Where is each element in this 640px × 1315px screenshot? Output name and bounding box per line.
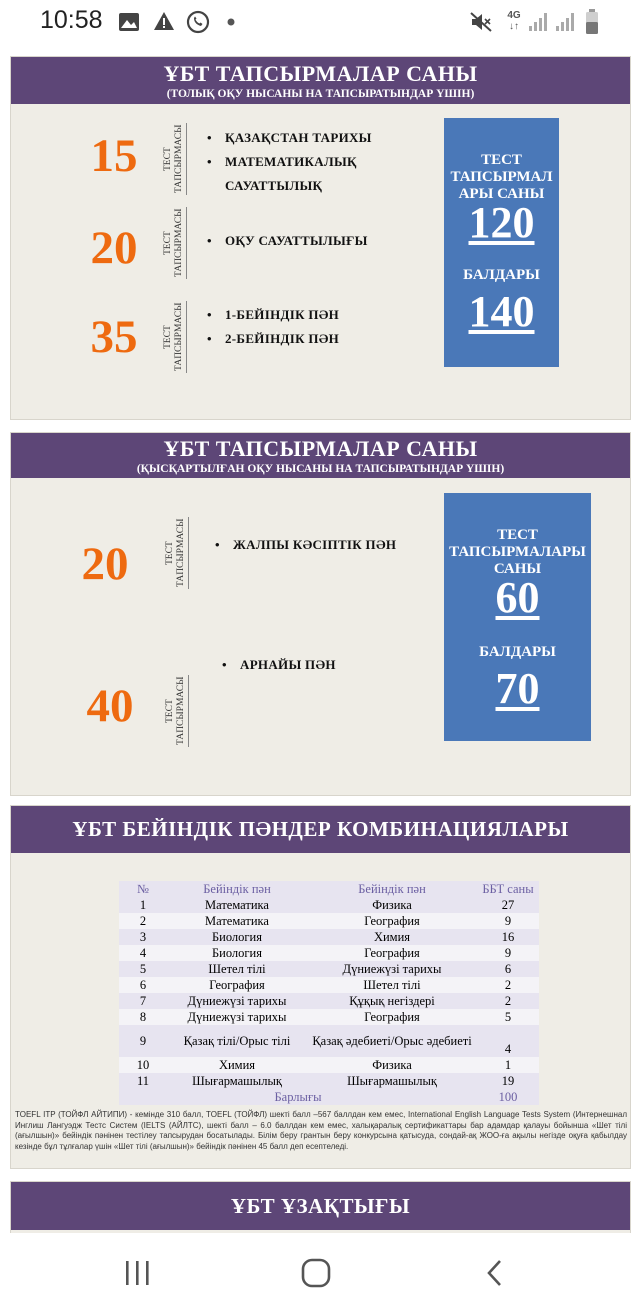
totals-box xyxy=(444,493,591,741)
totals-label-line: ТЕСТ xyxy=(497,527,538,543)
total-points-value: 70 xyxy=(495,664,540,713)
vertical-label-line: ТЕСТ xyxy=(163,147,173,171)
slide-test-count-full xyxy=(10,56,631,420)
table-row xyxy=(119,1009,539,1025)
table-cell: Химия xyxy=(307,929,477,945)
totals-label xyxy=(444,527,591,578)
totals-label-line: АРЫ САНЫ xyxy=(458,186,545,202)
signal-icon xyxy=(555,11,577,33)
partial-text-fragment xyxy=(62,40,152,46)
table-cell: География xyxy=(167,977,307,993)
table-cell: Шығармашылық xyxy=(167,1073,307,1089)
table-row xyxy=(119,1073,539,1089)
table-cell: Химия xyxy=(167,1057,307,1073)
recent-apps-icon[interactable] xyxy=(123,1260,153,1286)
table-row xyxy=(119,929,539,945)
table-cell: Қазақ тілі/Орыс тілі xyxy=(167,1025,307,1057)
table-cell: 3 xyxy=(119,929,167,945)
table-cell: 9 xyxy=(477,913,539,929)
table-cell: Құқық негіздері xyxy=(307,993,477,1009)
network-arrows: ↓↑ xyxy=(509,21,519,32)
table-cell: 7 xyxy=(119,993,167,1009)
home-icon[interactable] xyxy=(300,1258,332,1288)
slide-banner xyxy=(11,57,630,104)
network-4g-icon xyxy=(503,10,525,32)
table-cell: 27 xyxy=(477,897,539,913)
table-cell: Физика xyxy=(307,897,477,913)
table-row xyxy=(119,961,539,977)
battery-icon xyxy=(585,9,599,35)
table-cell: Шетел тілі xyxy=(167,961,307,977)
table-cell: 2 xyxy=(119,913,167,929)
table-row xyxy=(119,993,539,1009)
vertical-label-line: ТАПСЫРМАСЫ xyxy=(176,676,186,746)
task-count-number: 15 xyxy=(90,130,138,182)
bullet-item: • МАТЕМАТИКАЛЫҚ xyxy=(207,150,372,174)
table-cell: 2 xyxy=(477,993,539,1009)
table-cell: География xyxy=(307,1009,477,1025)
table-total-row xyxy=(119,1089,539,1105)
table-cell: Шетел тілі xyxy=(307,977,477,993)
total-tasks-value: 60 xyxy=(495,573,540,622)
bullet-list xyxy=(215,533,396,557)
vertical-label xyxy=(163,123,187,195)
table-row xyxy=(119,913,539,929)
vertical-label-line: ТЕСТ xyxy=(163,325,173,349)
total-value: 100 xyxy=(477,1089,539,1105)
totals-label-line: ТАПСЫРМАЛАРЫ xyxy=(449,544,586,560)
table-cell: Дүниежүзі тарихы xyxy=(307,961,477,977)
vertical-label-line: ТАПСЫРМАСЫ xyxy=(174,208,184,278)
table-cell: Физика xyxy=(307,1057,477,1073)
bullet-item: • 2-БЕЙІНДІК ПӘН xyxy=(207,327,339,351)
total-tasks-value: 120 xyxy=(468,198,535,247)
vertical-label xyxy=(163,207,187,279)
whatsapp-icon xyxy=(186,10,210,34)
table-cell: География xyxy=(307,945,477,961)
table-header-cell: Бейіндік пән xyxy=(307,881,477,897)
table-cell: География xyxy=(307,913,477,929)
bullet-item: • 1-БЕЙІНДІК ПӘН xyxy=(207,303,339,327)
navigation-bar xyxy=(0,1233,640,1315)
slide-title: ҰБТ ТАПСЫРМАЛАР САНЫ xyxy=(163,436,478,461)
vertical-label-line: ТЕСТ xyxy=(165,699,175,723)
slide-title: ҰБТ ҰЗАҚТЫҒЫ xyxy=(230,1194,411,1218)
vertical-label-line: ТАПСЫРМАСЫ xyxy=(176,518,186,588)
table-cell: Биология xyxy=(167,929,307,945)
table-cell: Математика xyxy=(167,913,307,929)
table-header-cell: № xyxy=(119,881,167,897)
table-cell: 1 xyxy=(119,897,167,913)
table-header-row xyxy=(119,881,539,897)
bullet-list xyxy=(222,653,336,677)
slide-banner xyxy=(11,433,630,478)
status-bar xyxy=(0,0,640,44)
table-cell: Биология xyxy=(167,945,307,961)
network-label: 4G xyxy=(507,10,521,21)
footnote: TOEFL ITP (ТОЙФЛ АЙТИПИ) - кемінде 310 балл, TOEFL (ТОЙФЛ) шекті балл –567 баллдан кем емес, International English Language Tests System (Интернешнал Инглиш Лангуэдж Тестс Систем (IELTS (АЙЛТС), шекті балл – 6.0 баллдан кем емес, халықаралық сертификаттары бар адамдар қалауы бойынша «Шет тілі (ағылшын)» бейіндік пәнінен тестілеу тапсырудан босатылады. Білім беру грантын беру конкурсына қатысуда, сондай-ақ ЖОО-ға ақылы негізде оқуға қабылдау кезінде бұл тұлғалар үшін «Шет тілі (ағылшын)» бейіндік пәнінен 45 балл деп есептеледі. xyxy=(15,1110,627,1151)
table-body xyxy=(119,897,539,1089)
bullet-list xyxy=(207,303,339,351)
task-count-number: 20 xyxy=(81,538,129,590)
table-cell: Дүниежүзі тарихы xyxy=(167,1009,307,1025)
table-header-cell: ББТ саны xyxy=(477,881,539,897)
alert-icon xyxy=(153,11,175,31)
gallery-icon xyxy=(118,12,140,32)
table-cell: 4 xyxy=(477,1025,539,1057)
bullet-item: • АРНАЙЫ ПӘН xyxy=(222,653,336,677)
table-cell: Математика xyxy=(167,897,307,913)
totals-label-line: САНЫ xyxy=(493,561,542,577)
signal-icon xyxy=(528,11,550,33)
table-cell: 11 xyxy=(119,1073,167,1089)
table-row xyxy=(119,945,539,961)
back-icon[interactable] xyxy=(484,1258,506,1288)
slide-profile-combinations xyxy=(10,805,631,1169)
task-count-number: 40 xyxy=(86,680,134,732)
vertical-label-line: ТАПСЫРМАСЫ xyxy=(174,124,184,194)
task-count-number: 20 xyxy=(90,222,138,274)
slide-banner xyxy=(11,806,630,853)
bullet-item: • ОҚУ САУАТТЫЛЫҒЫ xyxy=(207,229,368,253)
table-cell: Шығармашылық xyxy=(307,1073,477,1089)
table-cell: Қазақ әдебиеті/Орыс әдебиеті xyxy=(307,1025,477,1057)
slide-title: ҰБТ ТАПСЫРМАЛАР САНЫ xyxy=(163,61,478,86)
total-label: Барлығы xyxy=(119,1089,477,1105)
vertical-label-line: ТАПСЫРМАСЫ xyxy=(174,302,184,372)
mute-icon xyxy=(469,11,493,33)
points-label: БАЛДАРЫ xyxy=(463,267,540,283)
points-label: БАЛДАРЫ xyxy=(479,644,556,660)
slide-subtitle: (ҚЫСҚАРТЫЛҒАН ОҚУ НЫСАНЫ НА ТАПСЫРАТЫНДАР ҮШІН) xyxy=(136,463,505,475)
table-cell: 2 xyxy=(477,977,539,993)
totals-label-line: ТЕСТ xyxy=(481,152,522,168)
table-row xyxy=(119,1025,539,1057)
task-count-number: 35 xyxy=(90,311,138,363)
table-cell: 10 xyxy=(119,1057,167,1073)
table-cell: 1 xyxy=(477,1057,539,1073)
bullet-item-continuation: САУАТТЫЛЫҚ xyxy=(225,178,323,193)
table-cell: 5 xyxy=(119,961,167,977)
table-row xyxy=(119,1057,539,1073)
table-cell: 9 xyxy=(119,1025,167,1057)
vertical-label-line: ТЕСТ xyxy=(163,231,173,255)
table-cell: 6 xyxy=(119,977,167,993)
table-cell: 16 xyxy=(477,929,539,945)
table-cell: 4 xyxy=(119,945,167,961)
combinations-table xyxy=(119,881,539,1105)
table-cell: 9 xyxy=(477,945,539,961)
bullet-item: • ЖАЛПЫ КӘСІПТІК ПӘН xyxy=(215,533,396,557)
table-cell: 5 xyxy=(477,1009,539,1025)
table-cell: 8 xyxy=(119,1009,167,1025)
totals-label xyxy=(444,152,559,203)
bullet-list xyxy=(207,126,372,198)
table-row xyxy=(119,897,539,913)
vertical-label-line: ТЕСТ xyxy=(165,541,175,565)
slide-title: ҰБТ БЕЙІНДІК ПӘНДЕР КОМБИНАЦИЯЛАРЫ xyxy=(72,817,569,841)
table-header-cell: Бейіндік пән xyxy=(167,881,307,897)
slide-banner xyxy=(11,1182,630,1230)
total-points-value: 140 xyxy=(468,287,535,336)
slide-test-count-short xyxy=(10,432,631,796)
bullet-item: • ҚАЗАҚСТАН ТАРИХЫ xyxy=(207,126,372,150)
table-cell: 6 xyxy=(477,961,539,977)
table-cell: Дүниежүзі тарихы xyxy=(167,993,307,1009)
vertical-label xyxy=(165,675,189,747)
table-cell: 19 xyxy=(477,1073,539,1089)
bullet-list xyxy=(207,229,368,253)
totals-label-line: ТАПСЫРМАЛ xyxy=(450,169,553,185)
dot-icon xyxy=(227,18,235,26)
clock: 10:58 xyxy=(40,6,103,34)
slide-subtitle: (ТОЛЫҚ ОҚУ НЫСАНЫ НА ТАПСЫРАТЫНДАР ҮШІН) xyxy=(166,88,475,100)
totals-box xyxy=(444,118,559,367)
vertical-label xyxy=(163,301,187,373)
table-row xyxy=(119,977,539,993)
vertical-label xyxy=(165,517,189,589)
